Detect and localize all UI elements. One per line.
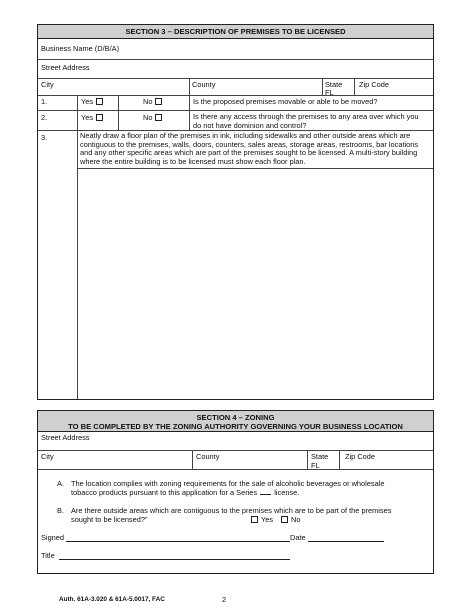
row2-no-label: No (143, 113, 153, 122)
city-row-bottom (38, 95, 433, 96)
floor-plan-drawing-area[interactable] (78, 169, 433, 399)
row1-bottom (38, 110, 433, 111)
section4-title (38, 411, 433, 432)
footer-auth: Auth. 61A-3.020 & 61A-5.0017, FAC (59, 596, 165, 603)
signed-line[interactable] (66, 541, 290, 542)
date-label: Date (290, 533, 306, 542)
item-b-line2: sought to be licensed?” (71, 515, 148, 524)
row1-number: 1. (41, 97, 48, 106)
item-a-line1: The location complies with zoning requirements for the sale of alcoholic beverages or wholesale (71, 479, 385, 488)
item-b-yes-checkbox[interactable] (251, 516, 258, 523)
s4-street-address-field[interactable] (38, 450, 433, 451)
floor-plan-instruction: Neatly draw a floor plan of the premises in ink, including sidewalks and other outside areas which are contiguous to the premises, walls, doors, counters, sales areas, storage areas, restrooms, bar locations and any other specific areas which are part of the premises sought to be licensed. A multi-story building where the entire building is to be licensed must show each floor plan. (80, 131, 419, 166)
item-a-line2-post: license. (274, 488, 300, 497)
county-state-divider (322, 78, 323, 95)
row2-yes-label: Yes (81, 113, 94, 122)
row1-yes-option[interactable] (81, 97, 103, 106)
s4-state-zip-divider (339, 450, 340, 469)
business-name-label: Business Name (D/B/A) (41, 44, 120, 53)
s4-zip-label: Zip Code (345, 452, 375, 461)
state-label: State (325, 80, 343, 89)
row1-no-label: No (143, 97, 153, 106)
item-a-letter: A. (57, 479, 64, 488)
signed-label: Signed (41, 533, 65, 542)
s4-city-county-divider (192, 450, 193, 469)
street-address-label: Street Address (41, 63, 90, 72)
section4-title-line1: SECTION 4 – ZONING (196, 413, 275, 422)
row2-number: 2. (41, 113, 48, 122)
s4-state-label: State (311, 452, 329, 461)
row1-divider-no (189, 95, 190, 130)
row2-question: Is there any access through the premises to any area over which you do not have dominion and control? (193, 112, 419, 130)
zip-label: Zip Code (359, 80, 389, 89)
item-b-line1: Are there outside areas which are contiguous to the premises which are to be part of the premises (71, 506, 392, 515)
s4-city-row-bottom (38, 469, 433, 470)
row1-yes-checkbox[interactable] (96, 98, 103, 105)
row2-no-checkbox[interactable] (155, 114, 162, 121)
row1-divider-num (77, 95, 78, 130)
county-label: County (192, 80, 216, 89)
row1-divider-yes (118, 95, 119, 130)
section3-title: SECTION 3 – DESCRIPTION OF PREMISES TO BE LICENSED (38, 25, 433, 39)
row2-yes-option[interactable] (81, 113, 103, 122)
city-label: City (41, 80, 54, 89)
item-b-letter: B. (57, 506, 64, 515)
row2-yes-checkbox[interactable] (96, 114, 103, 121)
row1-question: Is the proposed premises movable or able to be moved? (193, 97, 378, 106)
row1-no-checkbox[interactable] (155, 98, 162, 105)
state-zip-divider (354, 78, 355, 95)
s4-state-value: FL (311, 461, 320, 470)
s4-county-label: County (196, 452, 220, 461)
date-line[interactable] (308, 541, 384, 542)
section4-title-line2: TO BE COMPLETED BY THE ZONING AUTHORITY GOVERNING YOUR BUSINESS LOCATION (68, 422, 403, 431)
s4-city-label: City (41, 452, 54, 461)
title-line[interactable] (59, 559, 290, 560)
s4-county-state-divider (307, 450, 308, 469)
city-county-divider (189, 78, 190, 95)
item-b-yes-option[interactable] (251, 515, 273, 524)
row1-yes-label: Yes (81, 97, 94, 106)
series-blank[interactable] (260, 488, 271, 495)
item-b-no-checkbox[interactable] (281, 516, 288, 523)
item-a-line2-pre: tobacco products pursuant to this application for a Series (71, 488, 258, 497)
business-name-field[interactable] (38, 59, 433, 60)
title-label: Title (41, 551, 55, 560)
item-b-yes-label: Yes (261, 515, 274, 524)
row3-number: 3. (41, 133, 48, 142)
s4-street-address-label: Street Address (41, 433, 90, 442)
page-number: 2 (222, 595, 227, 604)
state-value: FL (325, 88, 334, 97)
item-b-no-label: No (291, 515, 301, 524)
street-address-field[interactable] (38, 78, 433, 79)
row1-no-option[interactable] (143, 97, 162, 106)
item-a-line2 (71, 488, 299, 497)
row2-no-option[interactable] (143, 113, 162, 122)
item-b-no-option[interactable] (281, 515, 300, 524)
